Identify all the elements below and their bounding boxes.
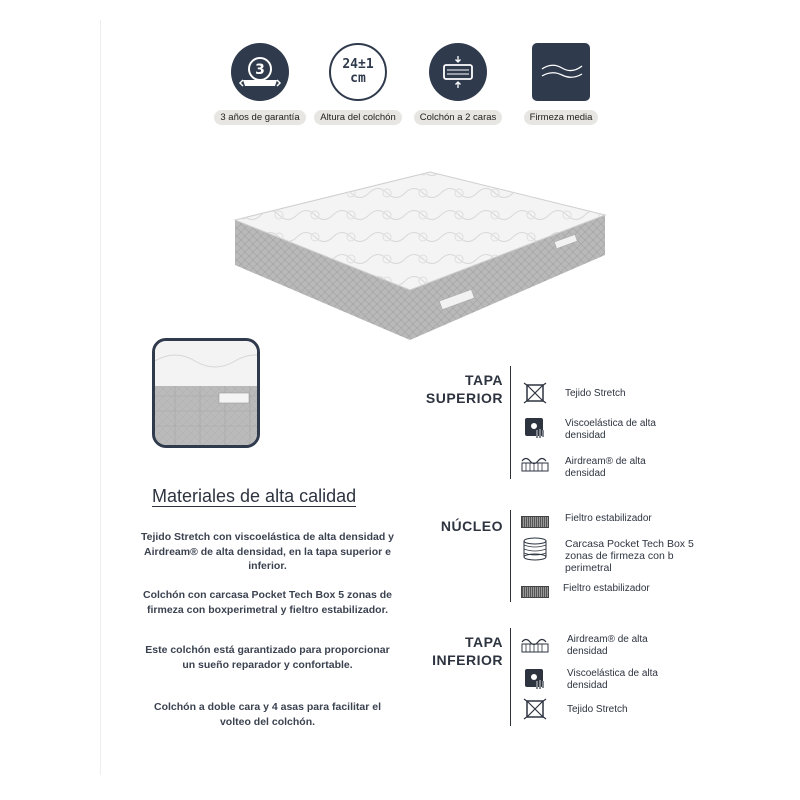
airdream-foam-icon <box>520 634 550 656</box>
layer-label: Fieltro estabilizador <box>563 583 650 594</box>
page-divider <box>100 20 101 775</box>
feature-label: Firmeza media <box>524 110 599 125</box>
layer-label: Airdream® de alta densidad <box>565 456 646 479</box>
warranty-badge-number: 3 <box>255 62 265 78</box>
feature-label: 3 años de garantía <box>214 110 305 125</box>
layer-label: Tejido Stretch <box>565 388 626 399</box>
feature-two-sided <box>403 43 513 133</box>
layer-label: Viscoelástica de alta densidad <box>567 668 658 691</box>
section-title-core: NÚCLEO <box>440 518 503 534</box>
stretch-fabric-icon <box>520 382 550 404</box>
felt-icon <box>520 581 550 603</box>
layer-label: Tejido Stretch <box>567 704 628 715</box>
mattress-image <box>225 160 615 350</box>
layer-label: Viscoelástica de alta densidad <box>565 418 656 441</box>
description-paragraph: Este colchón está garantizado para proporcionar un sueño reparador y confortable. <box>145 644 390 671</box>
height-unit: cm <box>350 71 366 86</box>
memory-foam-icon <box>520 668 550 690</box>
memory-foam-icon <box>520 417 550 439</box>
medium-firmness-icon <box>532 43 590 101</box>
layer-label: Fieltro estabilizador <box>565 513 652 524</box>
feature-label: Altura del colchón <box>314 110 402 125</box>
layer-label: Carcasa Pocket Tech Box 5 zonas de firmeza con b perimetral <box>565 538 694 574</box>
description-paragraph: Tejido Stretch con viscoelástica de alta densidad y Airdream® de alta densidad, en la tapa superior e inferior. <box>140 531 395 572</box>
layer-label: Airdream® de alta densidad <box>567 634 648 657</box>
airdream-foam-icon <box>520 453 550 475</box>
mattress-detail-thumbnail <box>152 338 260 448</box>
feature-firmness <box>506 43 616 133</box>
description-paragraph: Colchón con carcasa Pocket Tech Box 5 zonas de firmeza con boxperimetral y fieltro estabilizador. <box>143 589 392 616</box>
section-heading: Materiales de alta calidad <box>152 486 357 506</box>
section-title-top: TAPA SUPERIOR <box>425 372 503 406</box>
section-bar <box>510 366 511 479</box>
section-bar <box>510 628 511 726</box>
two-sided-icon <box>429 43 487 101</box>
feature-label: Colchón a 2 caras <box>414 110 503 125</box>
feature-height <box>303 43 413 133</box>
section-title-bottom: TAPA INFERIOR <box>432 634 503 668</box>
description-paragraph: Colchón a doble cara y 4 asas para facilitar el volteo del colchón. <box>153 701 382 728</box>
height-icon <box>329 43 387 101</box>
felt-icon <box>520 511 550 533</box>
section-bar <box>510 510 511 602</box>
pocket-springs-icon <box>520 538 550 560</box>
height-value: 24±1 <box>342 57 374 72</box>
stretch-fabric-icon <box>520 698 550 720</box>
warranty-3-icon <box>231 43 289 101</box>
feature-warranty <box>205 43 315 133</box>
